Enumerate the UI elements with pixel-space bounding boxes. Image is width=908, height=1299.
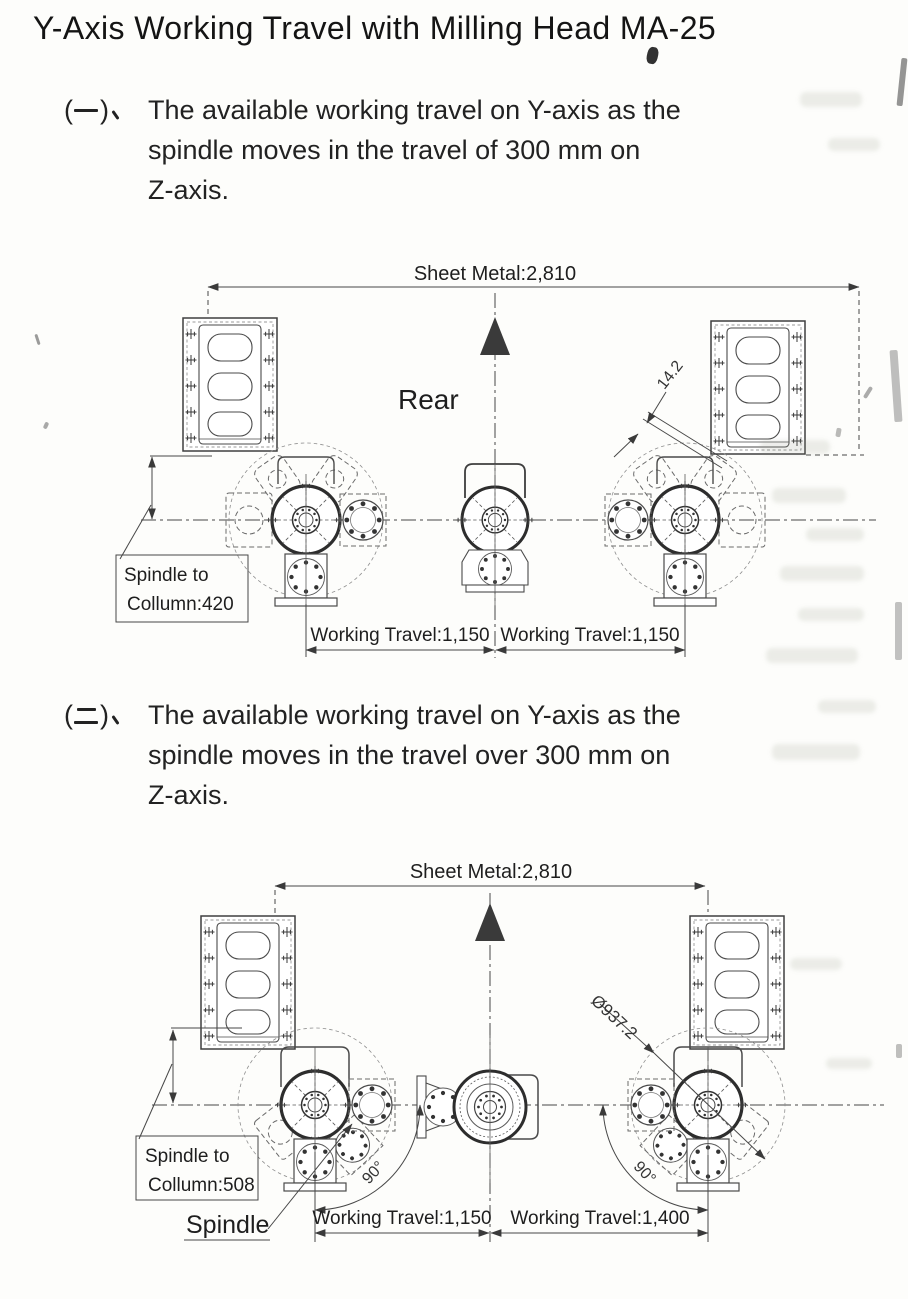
paren-close: ) (100, 95, 109, 125)
section-2-numeral (64, 695, 123, 735)
spindle-to-column-label-line2: Collumn:508 (148, 1175, 255, 1196)
spindle-center-position (417, 1035, 538, 1183)
page-title: Y-Axis Working Travel with Milling Head MA-25 (33, 10, 717, 46)
scan-artifact (43, 421, 50, 429)
ideographic-comma-icon (109, 695, 123, 735)
angle-right-label: 90° (629, 1158, 659, 1188)
scan-artifact (896, 1044, 902, 1058)
left-column-block (183, 318, 277, 451)
section-2-text (148, 695, 681, 815)
scan-artifact (760, 440, 830, 454)
paren-open: ( (64, 700, 73, 730)
scan-artifact (818, 700, 876, 713)
section-1 (64, 90, 681, 210)
milling-head-left (226, 443, 386, 610)
rear-arrow-icon (480, 317, 510, 355)
scan-artifact (800, 92, 862, 107)
left-column-block (201, 916, 295, 1049)
scan-artifact (34, 334, 40, 345)
cjk-two-icon (73, 695, 100, 735)
angle-left-label: 90° (359, 1158, 389, 1188)
scan-artifact (798, 608, 864, 621)
paragraph-line: The available working travel on Y-axis as the (148, 95, 681, 125)
scan-artifact (897, 58, 908, 106)
working-travel-left-label: Working Travel:1,150 (312, 1208, 492, 1229)
working-travel-right-label: Working Travel:1,400 (510, 1208, 690, 1229)
diagram-working-travel-over-300mm (100, 840, 908, 1260)
paragraph-line: Z-axis. (148, 175, 229, 205)
ideographic-comma-icon (109, 90, 123, 130)
diagram-working-travel-300mm (100, 248, 908, 680)
section-1-text (148, 90, 681, 210)
section-1-numeral (64, 90, 123, 130)
spindle-label: Spindle (186, 1211, 270, 1239)
spindle-to-column-label-line1: Spindle to (124, 565, 209, 586)
scan-artifact (645, 46, 659, 65)
scan-artifact (895, 602, 902, 660)
paren-open: ( (64, 95, 73, 125)
paragraph-line: spindle moves in the travel of 300 mm on (148, 135, 641, 165)
right-column-block (690, 916, 784, 1049)
scan-artifact (790, 958, 842, 970)
right-column-block (711, 321, 805, 454)
scan-artifact (806, 528, 864, 541)
paren-close: ) (100, 700, 109, 730)
working-travel-left-label: Working Travel:1,150 (310, 625, 490, 646)
thickness-label: 14.2 (654, 357, 687, 393)
spindle-to-column-label-line2: Collumn:420 (127, 594, 234, 615)
scan-artifact (772, 744, 860, 760)
sheet-metal-label: Sheet Metal:2,810 (413, 263, 577, 285)
milling-head-right (605, 443, 765, 610)
scan-artifact (826, 1058, 872, 1069)
sheet-metal-label: Sheet Metal:2,810 (409, 861, 573, 883)
paragraph-line: The available working travel on Y-axis as the (148, 700, 681, 730)
rear-label: Rear (398, 384, 459, 415)
paragraph-line: spindle moves in the travel over 300 mm on (148, 740, 671, 770)
spindle-center-position (456, 464, 534, 606)
spindle-to-column-label-line1: Spindle to (145, 1146, 230, 1167)
paragraph-line: Z-axis. (148, 780, 229, 810)
scan-artifact (766, 648, 858, 663)
scan-artifact (772, 488, 846, 503)
scan-artifact (780, 566, 864, 581)
working-travel-right-label: Working Travel:1,150 (500, 625, 680, 646)
cjk-one-icon (73, 90, 100, 130)
section-2 (64, 695, 681, 815)
diameter-label: Ø937.2 (587, 991, 642, 1043)
scan-artifact (828, 138, 880, 151)
rear-arrow-icon (475, 903, 505, 941)
